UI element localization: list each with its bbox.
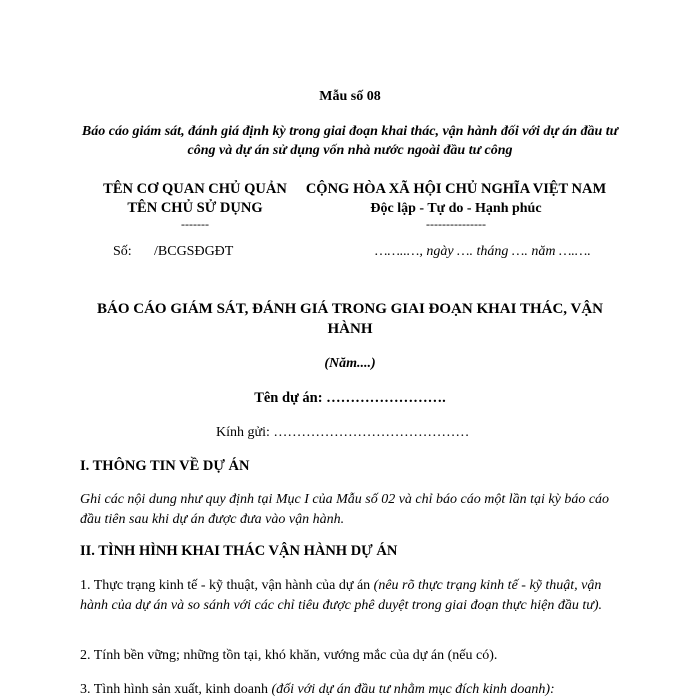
recipient-line: Kính gửi: ……………………………………: [216, 425, 470, 440]
section-1-heading: I. THÔNG TIN VỀ DỰ ÁN: [80, 458, 250, 474]
doc-number-code: /BCGSĐGĐT: [154, 244, 234, 259]
header-left: [80, 180, 310, 230]
header-left-divider: -------: [181, 217, 209, 231]
owner-name: TÊN CHỦ SỬ DỤNG: [127, 200, 263, 216]
form-number: Mẫu số 08: [319, 89, 381, 104]
form-subtitle: Báo cáo giám sát, đánh giá định kỳ trong giai đoạn khai thác, vận hành đối với dự án đầu tư công và dự án sử dụng vốn nhà nước ngoài đầu tư công: [81, 124, 619, 158]
section-2-item-1: [80, 576, 625, 616]
doc-number-label: Số:: [113, 244, 132, 259]
section-2-heading: II. TÌNH HÌNH KHAI THÁC VẬN HÀNH DỰ ÁN: [80, 543, 398, 559]
item-3-text: 3. Tình hình sản xuất, kinh doanh: [80, 682, 272, 697]
agency-name: TÊN CƠ QUAN CHỦ QUẢN: [103, 181, 287, 197]
header-right-divider: ---------------: [426, 217, 486, 231]
national-motto: Độc lập - Tự do - Hạnh phúc: [370, 201, 542, 216]
header-right: [286, 180, 626, 230]
report-year: (Năm....): [324, 356, 376, 371]
project-name-line: Tên dự án: …………………….: [254, 390, 446, 406]
section-2-item-3: [80, 682, 555, 698]
report-title: BÁO CÁO GIÁM SÁT, ĐÁNH GIÁ TRONG GIAI ĐOẠN KHAI THÁC, VẬN HÀNH: [96, 301, 604, 337]
section-1-body: Ghi các nội dung như quy định tại Mục I của Mẫu số 02 và chỉ báo cáo một lần tại kỳ báo cáo đầu tiên sau khi dự án được đưa vào vận hành.: [80, 492, 610, 527]
item-1-text: 1. Thực trạng kinh tế - kỹ thuật, vận hành của dự án: [80, 578, 374, 593]
item-1-note: (nêu rõ thực trạng kinh tế - kỹ thuật, vận hành của dự án và so sánh với các chỉ tiêu được phê duyệt trong giai đoạn thực hiện đầu tư).: [80, 578, 603, 613]
section-2-item-2: 2. Tính bền vững; những tồn tại, khó khăn, vướng mắc của dự án (nếu có).: [80, 648, 498, 663]
national-title: CỘNG HÒA XÃ HỘI CHỦ NGHĨA VIỆT NAM: [305, 181, 607, 197]
item-3-note: (đối với dự án đầu tư nhằm mục đích kinh doanh):: [271, 682, 555, 697]
date-line: ……..…, ngày …. tháng …. năm ….….: [375, 244, 591, 259]
